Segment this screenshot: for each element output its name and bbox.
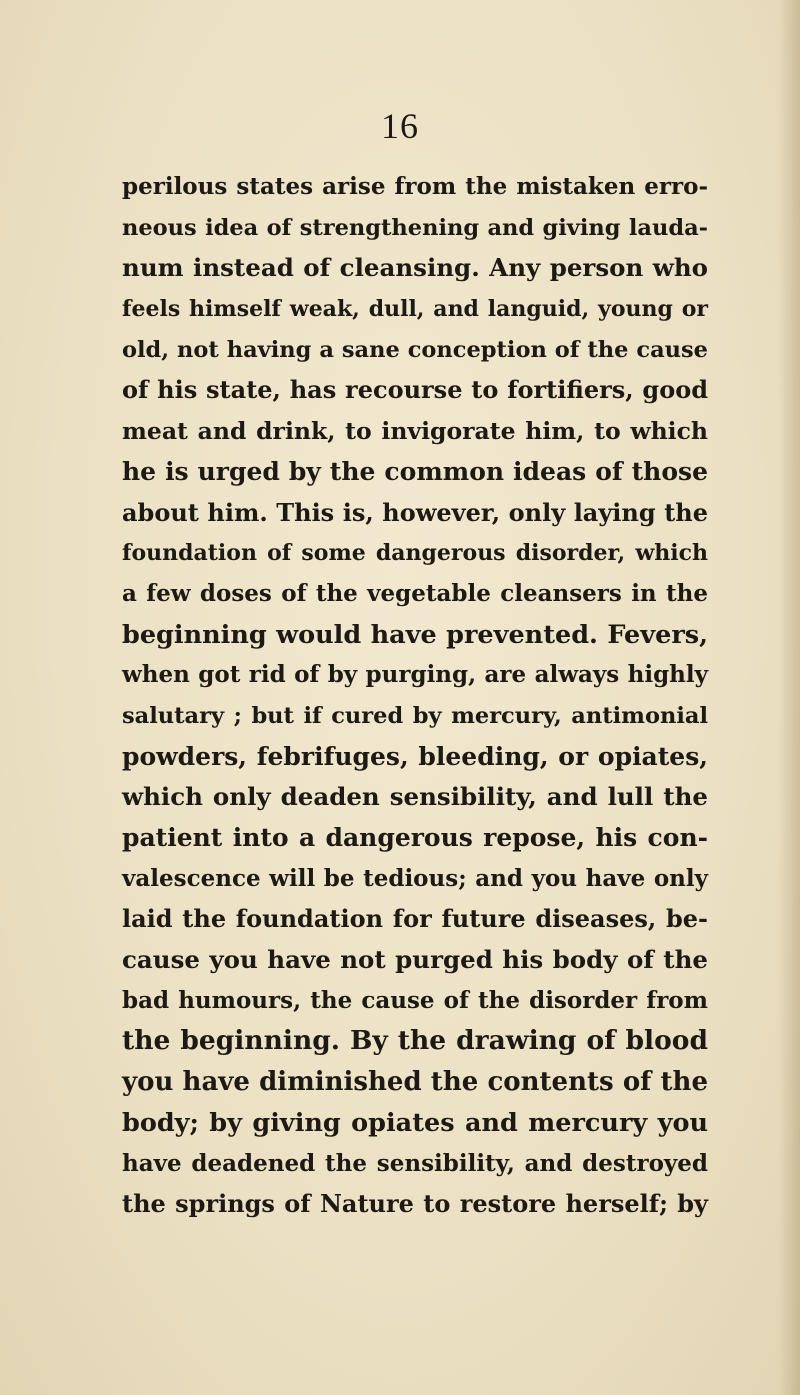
- text-line: when got rid of by purging, are always highly: [122, 661, 708, 689]
- text-line: bad humours, the cause of the disorder from: [122, 986, 708, 1014]
- text-line: have deadened the sensibility, and destroyed: [122, 1149, 708, 1177]
- text-line: powders, febrifuges, bleeding, or opiates,: [122, 741, 708, 771]
- text-line: he is urged by the common ideas of those: [122, 456, 708, 486]
- text-line: about him. This is, however, only laying the: [122, 497, 708, 527]
- text-line: a few doses of the vegetable cleansers in the: [122, 579, 708, 607]
- text-line: perilous states arise from the mistaken erro-: [122, 173, 708, 200]
- text-line: of his state, has recourse to fortifiers, good: [122, 375, 708, 405]
- page-edge-shadow: [778, 0, 800, 1395]
- text-line: foundation of some dangerous disorder, which: [122, 540, 708, 567]
- body-text: [122, 167, 708, 1225]
- text-line: body; by giving opiates and mercury you: [122, 1107, 708, 1138]
- text-line: feels himself weak, dull, and languid, young or: [122, 296, 708, 323]
- text-line: neous idea of strengthening and giving lauda-: [122, 214, 708, 241]
- text-line: old, not having a sane conception of the cause: [122, 336, 708, 363]
- text-line: the beginning. By the drawing of blood: [122, 1025, 708, 1057]
- text-line: num instead of cleansing. Any person who: [122, 253, 708, 283]
- text-line: which only deaden sensibility, and lull the: [122, 782, 708, 812]
- page-number: 16: [381, 106, 419, 146]
- text-line: meat and drink, to invigorate him, to which: [122, 417, 708, 446]
- text-line: cause you have not purged his body of the: [122, 945, 708, 975]
- text-line: the springs of Nature to restore herself; by: [122, 1189, 708, 1219]
- text-line: beginning would have prevented. Fevers,: [122, 619, 708, 650]
- text-line: patient into a dangerous repose, his con-: [122, 823, 708, 852]
- text-line: salutary ; but if cured by mercury, antimonial: [122, 702, 708, 729]
- text-line: you have diminished the contents of the: [122, 1067, 708, 1098]
- text-line: laid the foundation for future diseases, be-: [122, 904, 708, 934]
- text-line: valescence will be tedious; and you have only: [122, 864, 708, 892]
